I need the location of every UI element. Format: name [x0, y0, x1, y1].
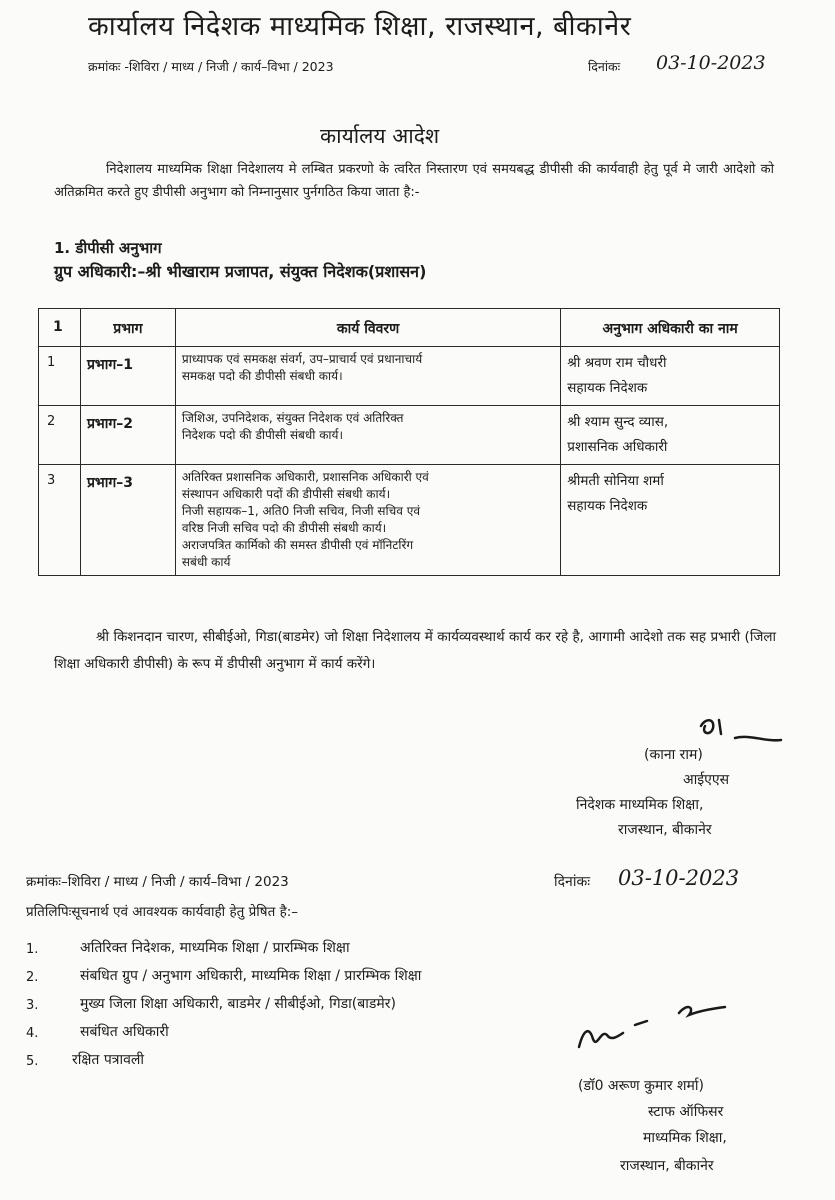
signature-mark: [695, 712, 785, 752]
row-serial: 2: [39, 406, 81, 465]
row-officer: श्री श्रवण राम चौधरी सहायक निदेशक: [561, 347, 780, 406]
order-title: कार्यालय आदेश: [320, 124, 440, 148]
table-header-row: [39, 309, 780, 347]
list-item: अतिरिक्त निदेशक, माध्यमिक शिक्षा / प्रारम्भिक शिक्षा: [80, 940, 350, 956]
copy-date-value: 03-10-2023: [618, 866, 740, 890]
table-row: [39, 347, 780, 406]
order-intro: निदेशालय माध्यमिक शिक्षा निदेशालय मे लम्बित प्रकरणो के त्वरित निस्तारण एवं समयबद्ध डीपीसी की कार्यवाही हेतु पूर्व मे जारी आदेशो को अतिक्रमित करते हुए डीपीसी अनुभाग को निम्नानुसार पुर्नगठित किया जाता है:-: [54, 162, 774, 200]
dpc-table: [38, 308, 780, 576]
signature-mark: [575, 995, 735, 1055]
copy-reference-number: क्रमांकः–शिविरा / माध्य / निजी / कार्य–विभा / 2023: [26, 874, 289, 890]
header-serial: 1: [39, 309, 81, 347]
staff-officer-name: (डॉ0 अरूण कुमार शर्मा): [578, 1078, 704, 1094]
table-row: [39, 406, 780, 465]
header-division: प्रभाग: [80, 309, 175, 347]
copy-forward-line: प्रतिलिपिःसूचनार्थ एवं आवश्यक कार्यवाही हेतु प्रेषित है:–: [26, 904, 299, 920]
date-label: दिनांकः: [588, 59, 621, 74]
office-title: कार्यालय निदेशक माध्यमिक शिक्षा, राजस्थान, बीकानेर: [88, 11, 632, 42]
row-officer: श्रीमती सोनिया शर्मा सहायक निदेशक: [561, 465, 780, 576]
signatory-department: निदेशक माध्यमिक शिक्षा,: [576, 797, 704, 813]
staff-officer-department: माध्यमिक शिक्षा,: [643, 1130, 727, 1146]
date-value: 03-10-2023: [656, 52, 766, 74]
row-division: प्रभाग–3: [80, 465, 175, 576]
row-work: जिशिअ, उपनिदेशक, संयुक्त निदेशक एवं अतिरिक्त निदेशक पदो की डीपीसी संबधी कार्य।: [175, 406, 560, 465]
header-work: कार्य विवरण: [175, 309, 560, 347]
header-officer: अनुभाग अधिकारी का नाम: [561, 309, 780, 347]
list-item-number: 1.: [26, 942, 39, 957]
copy-date-label: दिनांकः: [554, 874, 591, 890]
row-work: प्राध्यापक एवं समकक्ष संवर्ग, उप–प्राचार्य एवं प्रधानाचार्य समकक्ष पदो की डीपीसी संबधी कार्य।: [175, 347, 560, 406]
row-division: प्रभाग–2: [80, 406, 175, 465]
list-item-number: 3.: [26, 998, 39, 1013]
list-item: मुख्य जिला शिक्षा अधिकारी, बाडमेर / सीबीईओ, गिडा(बाडमेर): [80, 996, 396, 1012]
reference-number: क्रमांकः -शिविरा / माध्य / निजी / कार्य–विभा / 2023: [88, 59, 334, 74]
row-work: अतिरिक्त प्रशासनिक अधिकारी, प्रशासनिक अधिकारी एवं संस्थापन अधिकारी पदों की डीपीसी संबधी कार्य। निजी सहायक–1, अति0 निजी सचिव, निजी सचिव एवं वरिष्ठ निजी सचिव पदो की डीपीसी संबधी कार्य। अराजपत्रित कार्मिको की समस्त डीपीसी एवं मॉनिटरिंग सबंधी कार्य: [175, 465, 560, 576]
row-serial: 1: [39, 347, 81, 406]
list-item: संबधित ग्रुप / अनुभाग अधिकारी, माध्यमिक शिक्षा / प्रारम्भिक शिक्षा: [80, 968, 422, 984]
group-officer: ग्रुप अधिकारी:–श्री भीखाराम प्रजापत, संयुक्त निदेशक(प्रशासन): [54, 262, 427, 281]
section-heading: 1. डीपीसी अनुभाग: [54, 239, 162, 257]
signatory-place: राजस्थान, बीकानेर: [618, 822, 712, 838]
list-item: रक्षित पत्रावली: [72, 1052, 145, 1068]
staff-officer-post: स्टाफ ऑफिसर: [648, 1104, 724, 1120]
staff-officer-place: राजस्थान, बीकानेर: [620, 1158, 714, 1174]
table-row: [39, 465, 780, 576]
row-division: प्रभाग–1: [80, 347, 175, 406]
signatory-name: (काना राम): [644, 747, 703, 763]
signatory-post: आईएएस: [683, 772, 730, 788]
row-officer: श्री श्याम सुन्द व्यास, प्रशासनिक अधिकारी: [561, 406, 780, 465]
list-item-number: 5.: [26, 1054, 39, 1069]
list-item: सबंधित अधिकारी: [80, 1024, 169, 1040]
list-item-number: 4.: [26, 1026, 39, 1041]
co-incharge-paragraph: श्री किशनदान चारण, सीबीईओ, गिडा(बाडमेर) जो शिक्षा निदेशालय में कार्यव्यवस्थार्थ कार्य कर रहे है, आगामी आदेशो तक सह प्रभारी (जिला शिक्षा अधिकारी डीपीसी) के रूप में डीपीसी अनुभाग में कार्य करेंगे।: [54, 629, 776, 672]
list-item-number: 2.: [26, 970, 39, 985]
row-serial: 3: [39, 465, 81, 576]
